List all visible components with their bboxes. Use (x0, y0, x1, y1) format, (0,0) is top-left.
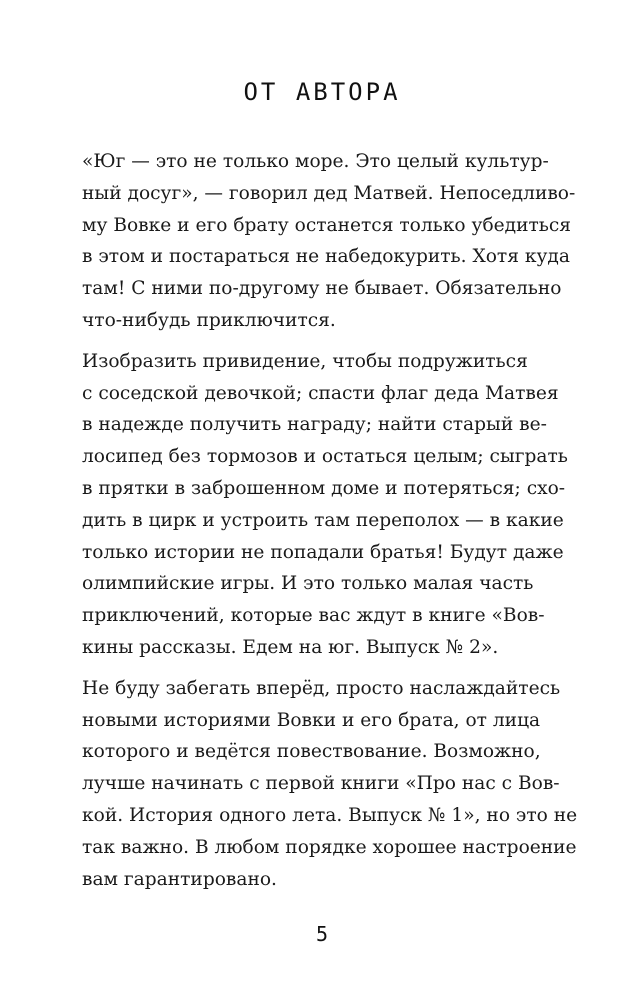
body-text (82, 146, 578, 895)
text-line: вам гарантировано. (82, 868, 277, 890)
paragraph-spacer (82, 337, 568, 346)
text-line: в надежде получить награду; найти старый ве- (82, 414, 547, 436)
text-line: которого и ведётся повествование. Возможно, (82, 741, 541, 763)
text-line: «Юг — это не только море. Это целый культур- (82, 151, 549, 172)
text-line: Изобразить привидение, чтобы подружиться (82, 350, 528, 372)
text-line: кины рассказы. Едем на юг. Выпуск № 2». (82, 636, 499, 658)
text-line: лосипед без тормозов и остаться целым; сыграть (82, 446, 568, 468)
text-line: олимпийские игры. И это только малая часть (82, 573, 534, 595)
text-line: в этом и постараться не набедокурить. Хотя куда (82, 246, 570, 268)
paragraph-1 (82, 146, 576, 337)
paragraph-2 (82, 346, 568, 664)
text-line: в прятки в заброшенном доме и потеряться; схо- (82, 477, 566, 499)
paragraph-3 (82, 673, 578, 896)
text-line: только истории не попадали братья! Будут даже (82, 541, 564, 563)
text-line: кой. История одного лета. Выпуск № 1», но это не (82, 804, 578, 826)
text-line: ный досуг», — говорил дед Матвей. Непоседливо- (82, 182, 576, 204)
text-line: новыми историями Вовки и его брата, от лица (82, 709, 541, 731)
text-line: с соседской девочкой; спасти флаг деда Матвея (82, 382, 559, 404)
page-number: 5 (315, 922, 329, 946)
text-line: что-нибудь приключится. (82, 309, 336, 331)
text-line: дить в цирк и устроить там переполох — в какие (82, 509, 564, 531)
text-line: там! С ними по-другому не бывает. Обязательно (82, 278, 562, 300)
text-line: му Вовке и его брату останется только убедиться (82, 214, 572, 236)
page-title: ОТ АВТОРА (243, 78, 401, 106)
text-line: лучше начинать с первой книги «Про нас с Вов- (82, 773, 560, 795)
paragraph-spacer (82, 664, 568, 673)
text-line: так важно. В любом порядке хорошее настроение (82, 836, 577, 858)
text-line: Не буду забегать вперёд, просто наслаждайтесь (82, 677, 561, 699)
text-line: приключений, которые вас ждут в книге «Вов- (82, 605, 545, 627)
